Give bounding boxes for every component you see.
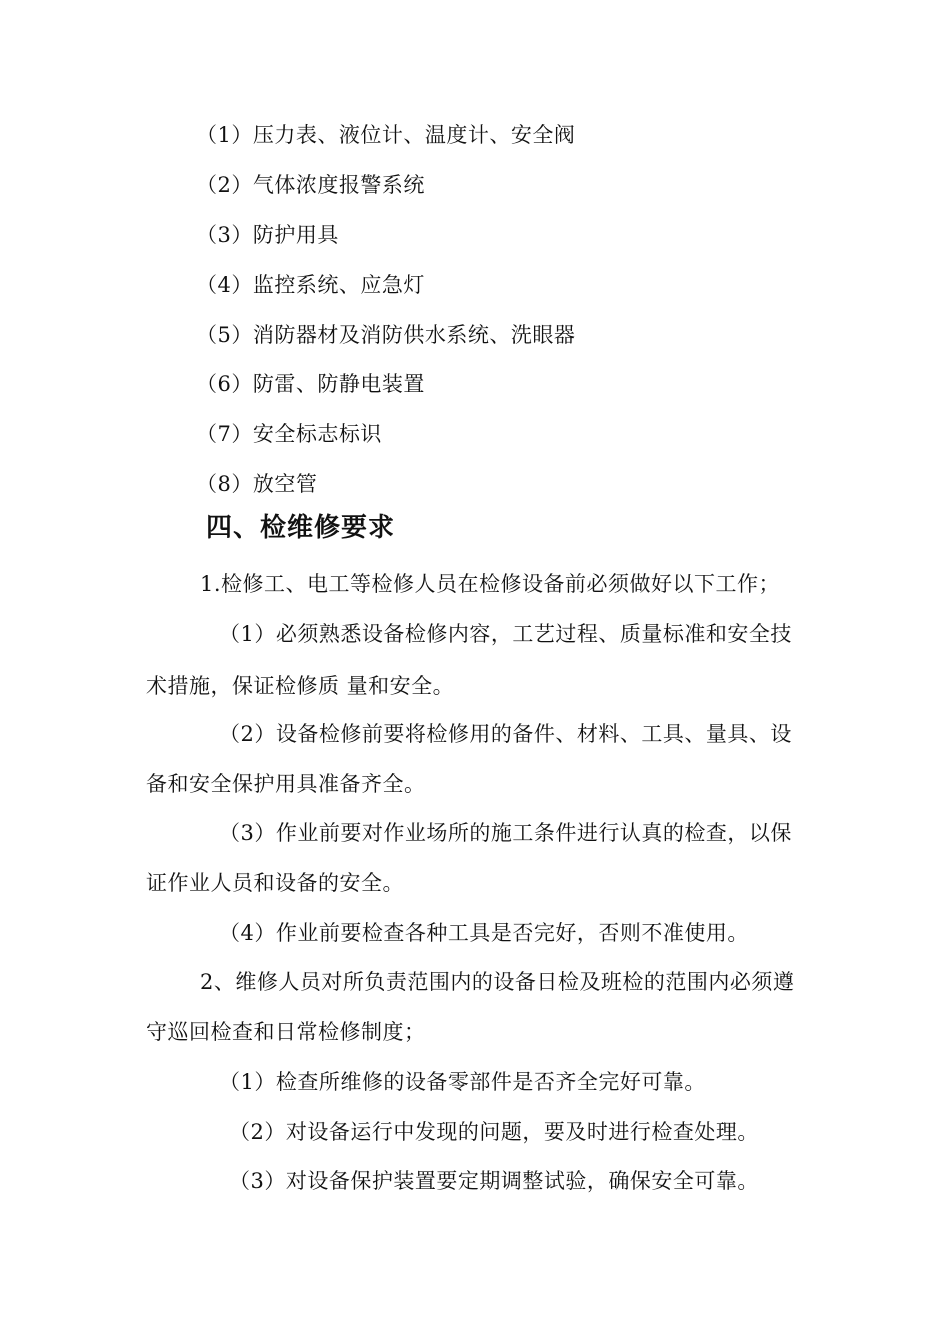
- item2-sub2: （2）对设备运行中发现的问题，要及时进行检查处理。: [229, 1120, 759, 1144]
- item1-sub2-line2: 备和安全保护用具准备齐全。: [146, 772, 426, 796]
- item1-sub3-line1: （3）作业前要对作业场所的施工条件进行认真的检查，以保: [219, 821, 792, 845]
- equipment-item-2: （2）气体浓度报警系统: [196, 173, 425, 197]
- equipment-item-7: （7）安全标志标识: [196, 422, 382, 446]
- equipment-item-5: （5）消防器材及消防供水系统、洗眼器: [196, 323, 576, 347]
- item1-sub1-line2: 术措施，保证检修质 量和安全。: [146, 674, 455, 698]
- item1-sub1-line1: （1）必须熟悉设备检修内容，工艺过程、质量标准和安全技: [219, 622, 792, 646]
- item2-sub3: （3）对设备保护装置要定期调整试验，确保安全可靠。: [229, 1169, 759, 1193]
- item1-intro: 1.检修工、电工等检修人员在检修设备前必须做好以下工作；: [200, 572, 781, 596]
- item2-intro-line1: 2、维修人员对所负责范围内的设备日检及班检的范围内必须遵: [200, 970, 795, 994]
- equipment-item-8: （8）放空管: [196, 472, 318, 496]
- equipment-item-4: （4）监控系统、应急灯: [196, 273, 425, 297]
- equipment-item-6: （6）防雷、防静电装置: [196, 372, 425, 396]
- equipment-item-3: （3）防护用具: [196, 223, 339, 247]
- item1-sub3-line2: 证作业人员和设备的安全。: [146, 871, 404, 895]
- item2-sub1: （1）检查所维修的设备零部件是否齐全完好可靠。: [219, 1070, 706, 1094]
- item1-sub4: （4）作业前要检查各种工具是否完好，否则不准使用。: [219, 921, 749, 945]
- equipment-item-1: （1）压力表、液位计、温度计、安全阀: [196, 123, 576, 147]
- item2-intro-line2: 守巡回检查和日常检修制度；: [146, 1020, 426, 1044]
- section-heading: 四、检维修要求: [206, 513, 396, 543]
- item1-sub2-line1: （2）设备检修前要将检修用的备件、材料、工具、量具、设: [219, 722, 792, 746]
